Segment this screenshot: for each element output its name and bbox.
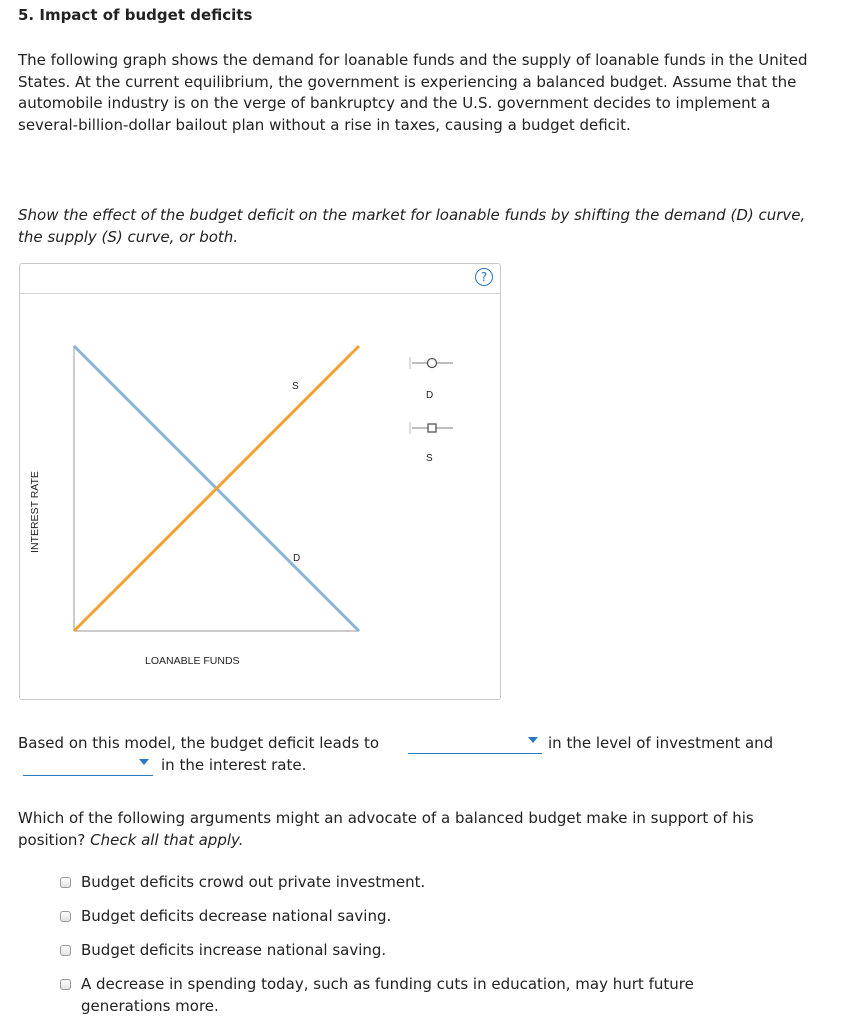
q1-text-after: in the interest rate. (161, 756, 307, 774)
option-label: Budget deficits decrease national saving. (81, 907, 392, 925)
palette-demand-tool[interactable] (410, 357, 453, 369)
palette-supply-tool[interactable] (410, 422, 453, 434)
question2-prompt (18, 808, 818, 851)
supply-curve-label: S (292, 381, 299, 392)
q1-text-middle: in the level of investment and (548, 734, 774, 752)
question-title: 5. Impact of budget deficits (18, 6, 253, 24)
q1-text-before: Based on this model, the budget deficit leads to (18, 734, 379, 752)
q2-prompt-text: Which of the following arguments might an advocate of a balanced budget make in support of his position? (18, 809, 754, 849)
supply-tool-square-icon (428, 424, 436, 432)
palette-demand-label: D (426, 390, 434, 401)
investment-dropdown[interactable] (408, 733, 542, 754)
checkbox[interactable] (60, 979, 71, 990)
checkbox[interactable] (60, 911, 71, 922)
y-axis-label: INTEREST RATE (29, 471, 41, 553)
interest-rate-dropdown[interactable] (23, 755, 153, 776)
graph-instruction: Show the effect of the budget deficit on the market for loanable funds by shifting the demand (D) curve, the supply (S) curve, or both. (18, 206, 806, 246)
demand-tool-circle-icon (428, 359, 437, 368)
checkbox[interactable] (60, 945, 71, 956)
question-intro: The following graph shows the demand for loanable funds and the supply of loanable funds in the United States. At the current equilibrium, the government is experiencing a balanced budget. Assume that the automobile industry is on the verge of bankruptcy and the U.S. government decides to implement a several-billion-dollar bailout plan without a rise in taxes, causing a budget deficit. (18, 51, 808, 134)
chevron-down-icon (139, 759, 149, 765)
option-label: Budget deficits increase national saving. (81, 941, 387, 959)
x-axis-label: LOANABLE FUNDS (145, 655, 240, 667)
option-label: A decrease in spending today, such as funding cuts in education, may hurt future generations more. (81, 975, 694, 1015)
demand-curve-label: D (293, 553, 301, 564)
q2-prompt-emphasis: Check all that apply. (90, 830, 244, 849)
checkbox[interactable] (60, 877, 71, 888)
help-button[interactable]: ? (475, 268, 493, 286)
chevron-down-icon (528, 737, 538, 743)
option-label: Budget deficits crowd out private investment. (81, 873, 426, 891)
palette-supply-label: S (426, 453, 433, 464)
